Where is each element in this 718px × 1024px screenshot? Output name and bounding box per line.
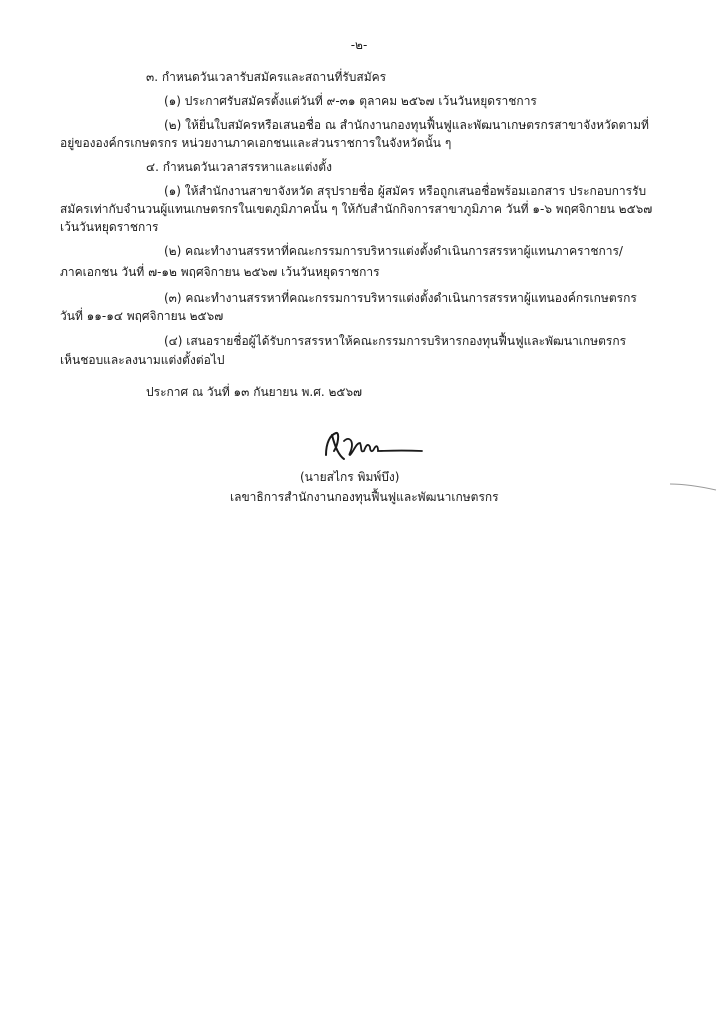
signature-image xyxy=(318,425,428,467)
section-4-item-4: (๔) เสนอรายชื่อผู้ได้รับการสรรหาให้คณะกรรมการบริหารกองทุนฟื้นฟูและพัฒนาเกษตรกร xyxy=(164,334,627,348)
section-4-item-4-cont: เห็นชอบและลงนามแต่งตั้งต่อไป xyxy=(60,353,225,367)
section-3-heading: ๓. กำหนดวันเวลารับสมัครและสถานที่รับสมัคร xyxy=(146,70,387,84)
page-number: -๒- xyxy=(350,38,368,52)
section-4-heading: ๔. กำหนดวันเวลาสรรหาและแต่งตั้ง xyxy=(146,160,332,174)
section-4-item-1-cont2: เว้นวันหยุดราชการ xyxy=(60,220,159,234)
section-4-item-2: (๒) คณะทำงานสรรหาที่คณะกรรมการบริหารแต่งตั้งดำเนินการสรรหาผู้แทนภาคราชการ/ xyxy=(164,244,623,258)
section-4-item-2-cont: ภาคเอกชน วันที่ ๗-๑๒ พฤศจิกายน ๒๕๖๗ เว้นวันหยุดราชการ xyxy=(60,265,380,279)
section-3-item-1: (๑) ประกาศรับสมัครตั้งแต่วันที่ ๙-๓๑ ตุลาคม ๒๕๖๗ เว้นวันหยุดราชการ xyxy=(164,94,537,108)
scan-artifact-mark xyxy=(668,478,718,492)
section-3-item-2-cont: อยู่ขององค์กรเกษตรกร หน่วยงานภาคเอกชนและส่วนราชการในจังหวัดนั้น ๆ xyxy=(60,136,452,150)
section-4-item-3-cont: วันที่ ๑๑-๑๔ พฤศจิกายน ๒๕๖๗ xyxy=(60,309,224,323)
section-3-item-2: (๒) ให้ยื่นใบสมัครหรือเสนอชื่อ ณ สำนักงานกองทุนฟื้นฟูและพัฒนาเกษตรกรสาขาจังหวัดตามที่ xyxy=(164,118,649,132)
announcement-date: ประกาศ ณ วันที่ ๑๓ กันยายน พ.ศ. ๒๕๖๗ xyxy=(146,385,363,399)
section-4-item-1-cont: สมัครเท่ากับจำนวนผู้แทนเกษตรกรในเขตภูมิภาคนั้น ๆ ให้กับสำนักกิจการสาขาภูมิภาค วันที่ ๑-๖ พฤศจิกายน ๒๕๖๗ xyxy=(60,202,653,216)
signer-name: (นายสไกร พิมพ์บึง) xyxy=(300,470,400,484)
signer-position: เลขาธิการสำนักงานกองทุนฟื้นฟูและพัฒนาเกษตรกร xyxy=(230,490,499,504)
section-4-item-3: (๓) คณะทำงานสรรหาที่คณะกรรมการบริหารแต่งตั้งดำเนินการสรรหาผู้แทนองค์กรเกษตรกร xyxy=(164,291,637,305)
section-4-item-1: (๑) ให้สำนักงานสาขาจังหวัด สรุปรายชื่อ ผู้สมัคร หรือถูกเสนอชื่อพร้อมเอกสาร ประกอบการรับ xyxy=(164,184,647,198)
